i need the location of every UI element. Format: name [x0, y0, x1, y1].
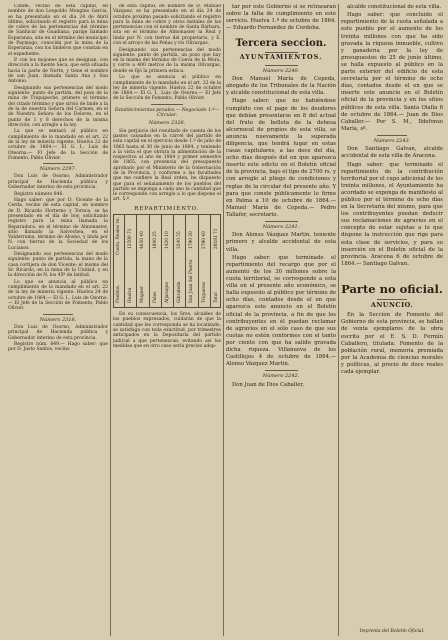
- separator: [151, 104, 183, 105]
- column-rule: [338, 4, 339, 636]
- paragraph: Sin perjuicio del resultado de cuenta de los gastos causados en la cárcel del partido de esta capital en el ejercicio desde 1.º de julio de 1863 hasta el 30 de junio de 1864, y teniendo a la vista el que obrara la alimentación de la respectiva al año de 1864 y primer semestre de 1865, con presencia del presupuesto aprobado por el Ministerio de la Gobernación de la Provincia, y conforme a las facultades que me confiere la Real orden, he dispuesto que para el señalamiento de los pueblos del partido se imponga a cada uno la cantidad que le corresponde con arreglo a lo que dispone el art. 5.º.: [113, 128, 221, 203]
- paragraph: Registro núm. 849.— Hago saber: que por D. Justo Santos, vecino: [8, 342, 108, 353]
- paragraph: Don Manuel María de Cepeda, abogado de los Tribunales de la Nación y alcalde constitucional de esta villa.: [226, 75, 336, 97]
- notice-number: Número 2240.: [262, 67, 300, 74]
- section-subtitle: AYUNTAMIENTOS.: [239, 53, 323, 62]
- quota-value: 4650 40: [140, 231, 146, 250]
- table-header: Pueblos.: [116, 284, 121, 304]
- paragraph: Hago saber: que terminado el repartimiento de la contribución territorial por el cupo adicional de los treinta millones, el Ayuntamiento ha acordado se exponga de manifiesto al público por el término de ocho días en la Secretaría del mismo, para que los contribuyentes puedan deducir sus reclamaciones de agravios en el concepto de estar sujetas a lo que dispone la instrucción que rige para esta clase de servicios, y para su inserción en el Boletín oficial de la provincia. Aracena 6 de octubre de 1864.— Santiago Galvan.: [341, 161, 443, 267]
- paragraph: tar por este Gobierno si se retrasaran sobre la falta de cumplimiento en este servicio. Huelva 1.º de octubre de 1864.— Eduardo Fernandez de Cordoba.: [226, 4, 336, 32]
- column-rule: [223, 4, 224, 636]
- paragraph: Lo que se anuncia al público en cumplimiento de lo mandado en el art. 22 de la ley de minería vigente. Huelva 24 de octubre de 1864.— El G. I., Luis de Osorno.— El Jefe de la Sección de Fomento, Pablo Olivier.: [8, 279, 108, 312]
- paragraph: Designando sus pertenencias del modo siguiente: punto de partida, la mano de la casa cortijera de don Vicente; el mismo del Sr. Ricardo, en la mina de la Unidad, y en la dirección de N. los 45º de latitud.: [8, 252, 108, 279]
- column-2: [113, 4, 221, 636]
- town-name: Gibraleón: [177, 281, 183, 304]
- column-3: [226, 4, 336, 636]
- town-name: Trigueros: [201, 281, 207, 304]
- notice-number: Número 2242.: [262, 373, 300, 380]
- column-4: [341, 4, 443, 636]
- table-row: [185, 215, 198, 307]
- table-row: [136, 215, 149, 307]
- quota-value: 1420 10: [164, 231, 170, 250]
- separator: [265, 65, 298, 66]
- section-title: Parte no oficial.: [341, 281, 443, 296]
- town-name: Moguer: [140, 285, 146, 304]
- table-row: [173, 215, 186, 307]
- section-title: Tercera seccion.: [235, 38, 327, 50]
- town-name: San Juan del Puerto: [189, 259, 195, 304]
- table-row: [198, 215, 211, 307]
- town-name: Palos: [152, 291, 158, 304]
- announcement-title: ANUNCIO.: [370, 300, 414, 309]
- notice-number: Número 2241.: [262, 224, 300, 231]
- paragraph: La que se sentará al público en cumplimiento de lo mandado en el art. 22 de la ley de minería vigente. Huelva 22 de octubre de 1864.— El G. I., Luis de Oteorna.— Fl Jefe de la Sección de Fomento, Pablo Olivier.: [8, 129, 108, 161]
- quota-value: 2780 40: [201, 231, 207, 250]
- column-rule: [110, 4, 111, 636]
- quota-value: 1790 30: [189, 231, 195, 250]
- paragraph: Hago saber: que concluido el repartimiento de la cuota señalada a este pueblo por el aumento de los treinta millones con que ha sido gravada la riqueza inmueble, cultivo y ganadería por la ley de presupuestos de 25 de junio último, se halla expuesto al público en la parte exterior del edificio de esta secretaría por el término de ocho días, contados desde el en que se inserte este anuncio en el Boletín oficial de la provincia y en los sitios públicos de esta villa. Santa Olalla 6 de octubre de 1864.— Juan de Dios Caballer.— Por S. M., Ildefonso María, sº.: [341, 12, 443, 132]
- paragraph: Registro número 846.: [14, 191, 64, 197]
- separator: [43, 163, 73, 164]
- paragraph: En su consecuencia, los Sres. alcaldes de los pueblos expresados, cuidarán de que la cantidad que les corresponda se ha localizado, se satisfaga con toda exactitud, por trimestres anticipados en la Depositaría del partido judicial a que pertenezcan, evitando así las medidas que en otro caso sería preciso adop-: [113, 312, 221, 349]
- printer-imprint: Imprenta del Boletín Oficial.: [359, 629, 425, 634]
- town-name: Aljaraque: [164, 282, 170, 304]
- paragraph: Hago saber: que terminado el repartimiento del recargo que por el aumento de los 30 millones sobre la cuota territorial, se corresponde a esta villa en el presente año económico, se halla expuesto al público por término de ocho días, contados desde el en que aparezca este anuncio en el Boletín oficial de la provincia, a fin de que los contribuyentes en él puedan reclamar de agravios en el sólo caso de que sus cuotas no estén conformes con el tanto por ciento con que ha salido gravada dicha riqueza. Villanueva de los Castillejos 4 de octubre de 1864.— Alonso Vázquez Martin.: [226, 254, 336, 368]
- notice-number: Número 2297.: [39, 166, 77, 173]
- paragraph: Designando sus pertenencias del modo siguiente: punto de partida, un pozo que hay en la misma del término de Cueva de la Mora, y corre a 400 metros de la misma Olivargas, donde se fijó la primera estaca.: [113, 47, 221, 74]
- paragraph: P. con los mojones que se designan, con dirección a la fuente Seca, que está situada hacia la parte de Norte, y tiene el nombre de san Juan, llamada Santa Ana y San Antonio.: [8, 58, 108, 85]
- paragraph: Don Luis de Osorno, Administrador principal de Hacienda pública y Gobernador interino de esta provincia.: [8, 174, 108, 191]
- paragraph: Conde, vecino de esta capital, en nombre de don Leopoldo Mongino Garcia, se ha presentado en el dia 24 de Abril último, solicitando el registro para la mina de cobre de las pertenencias del término de Sanlúcar de Guadiana, paraje llamado Esperanza, sita en el término del municipio de Paymogo, conocida por la mina de la Esperanza, con los linderos que constan en el expediente.: [8, 4, 108, 57]
- table-title: REPARTIMIENTO.: [134, 205, 200, 212]
- notice-number: Número 2318.: [39, 316, 77, 323]
- paragraph: Hago saber: que no habiéndose cumplido con el pago de los deudores que debían presentarse en 8 del actual del fruto de bellota de la dehesa alcornocal de propios de esta villa, se anuncia nuevamente la superada diligencia, que tendrá lugar en estas casas capitulares, a las doce del día, ocho días después del en que aparezca inserto este edicto en el Boletín oficial de la provincia, bajo el tipo de 2700 rs. y con arreglo al pliego de condiciones y reglas de la circular del presente año. Y para que conste públicamente lo firmo en Palma a 10 de octubre de 1864.— Manuel María de Cepeda.— Pedro Tallafer, secretario.: [226, 98, 336, 218]
- table-header: Cuota. Reales vn.: [116, 217, 121, 256]
- table-row: [124, 215, 137, 307]
- separator: [265, 370, 298, 371]
- separator: [377, 299, 408, 300]
- column-1: [8, 4, 108, 636]
- paragraph: En la Seccion de Fomento del Gobierno de esta provincia, se hallan de venta ejemplares de la obra escrita por el E. S. D. Fermín Caballero, titulada: Fomento de la población rural, memoria premiada por la Academia de ciencias morales y políticas, al precio de doce reales cada ejemplar.: [341, 312, 443, 375]
- repartimiento-table: [113, 214, 221, 308]
- quota-value: 3240 55: [177, 231, 183, 250]
- notice-number: Número 2243.: [373, 137, 411, 144]
- quota-value: 28181 71: [213, 228, 219, 250]
- town-name: Total: [213, 292, 219, 304]
- paragraph: alcalde constitucional de esta villa.: [347, 4, 442, 10]
- paragraph: Don Santiago Galvan, alcalde accidental de esta villa de Aracena.: [341, 146, 443, 160]
- separator: [377, 135, 408, 136]
- paragraph: Lo que se anuncia al público en cumplimiento de lo mandado en el art. 22 de la ley de minería vigente. Huelva 22 de octubre de 1864.— El G. I., Luis de Osorno.— El Jefe de la Sección de Fomento, Pablo Olivier.: [113, 75, 221, 102]
- table-row: [149, 215, 162, 307]
- separator: [43, 314, 73, 315]
- paragraph: Don Alonso Vázquez Martin, teniente primero y alcalde accidental de esta villa.: [226, 232, 336, 253]
- paragraph: Designando sus pertenencias del modo siguiente: punto de partida, del pozo de la mina de Triquipeche, primero el término del citado término y que sirvió de linde a la de la de nuestra Señora del Carmen, en el de Nuestra Señora de los Dolores, en el punto de 1 y 8 derechos de la misma dirección, con arreglo a la ley.: [8, 85, 108, 128]
- paragraph: Don Luis de Osorno, Administrador principal de Hacienda pública y Gobernador interino de esta provincia.: [8, 324, 108, 341]
- notice-number: Número 2328.: [148, 120, 186, 127]
- table-row: [210, 215, 221, 307]
- town-name: Huelva: [128, 287, 134, 304]
- quota-value: 1800 25: [152, 231, 158, 250]
- table-row: [161, 215, 174, 307]
- separator: [265, 221, 298, 222]
- section-heading: Establecimientos penales.— Negociado 1.º— Circular.: [114, 107, 220, 119]
- paragraph: de esta capital, en nombre de D. Manuel Vázquez, se ha presentado en el día 24 de octubre próximo pasado solicitando el registro para la mina de cobre y otros metales de las pertenencias con el nombre de Santa Bárbara, sita en el término de Almonaster la Real y linda por N. con tierras del propietario, y E. con el arroyo de las Peñas y río Olivargas.: [113, 4, 221, 47]
- quota-value: 12500 71: [128, 228, 134, 250]
- paragraph: Hago saber: que por D. Vicente de la Cerda, vecino de esta capital, en nombre de D. Ricardo Horterno y Tornos, se ha presentado en el día de hoy, solicitando registro para la mina llamada la Reparadora, en el término de Almonaster, sitio llamado la Salvochea, en el Valderrama, término de Alosno, y linda por N. con tierras de la Sociedad de los Lucianos.: [8, 198, 108, 251]
- paragraph: Don Juan de Dios Caballer,: [232, 381, 304, 388]
